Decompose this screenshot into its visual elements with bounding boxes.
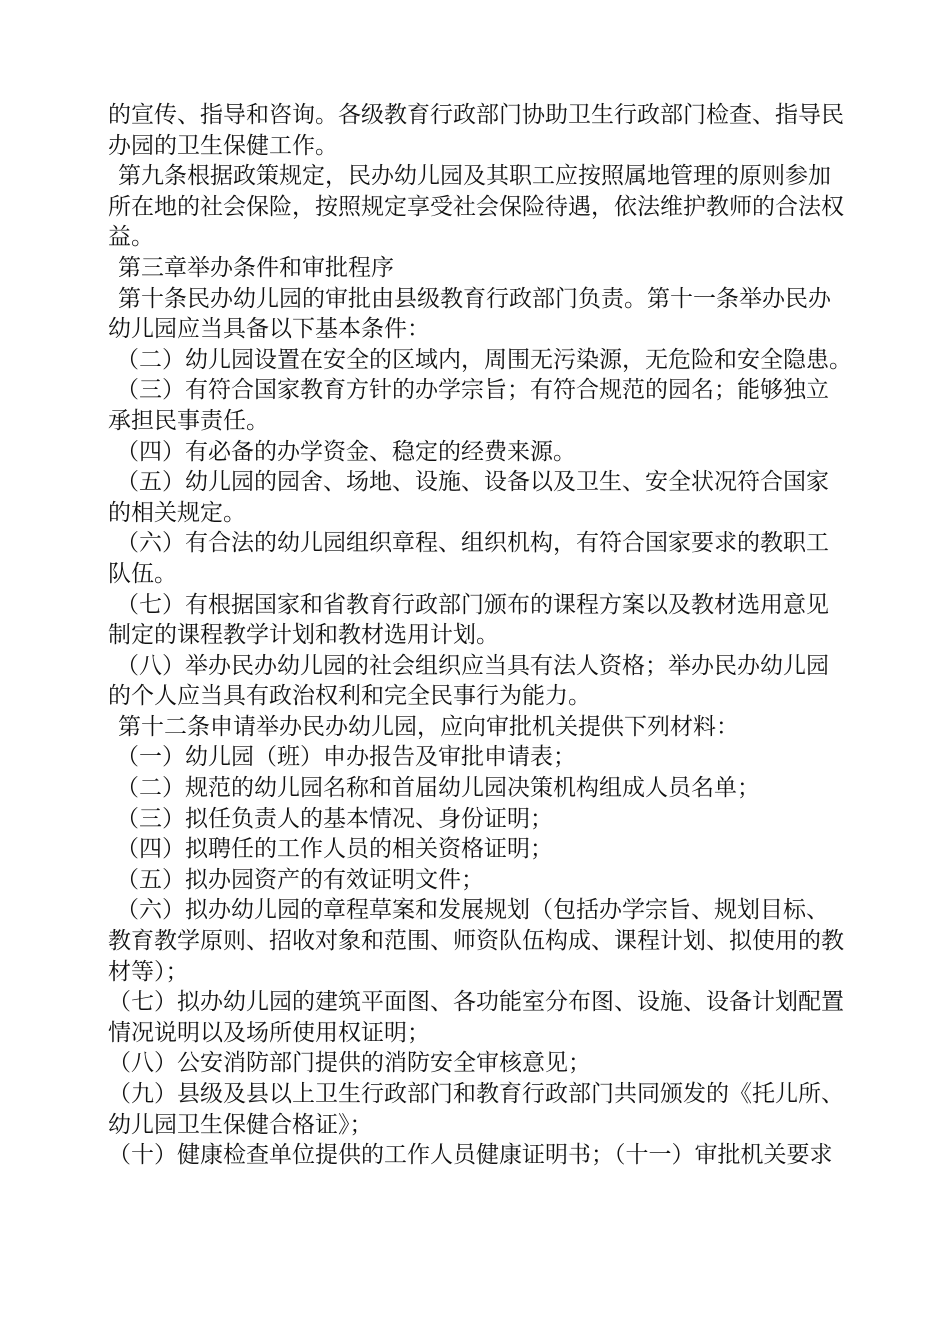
text-line: 幼儿园卫生保健合格证》； — [108, 1111, 373, 1138]
text-line: 幼儿园应当具备以下基本条件： — [108, 316, 430, 343]
list-item: （五）拟办园资产的有效证明文件； — [116, 866, 484, 893]
list-item: （十）健康检查单位提供的工作人员健康证明书；（十一）审批机关要求 — [108, 1142, 833, 1169]
text-line: 的个人应当具有政治权利和完全民事行为能力。 — [108, 683, 591, 710]
article-9: 第九条根据政策规定，民办幼儿园及其职工应按照属地管理的原则参加 — [118, 163, 831, 190]
text-line: 情况说明以及场所使用权证明； — [108, 1019, 430, 1046]
list-item: （四）拟聘任的工作人员的相关资格证明； — [116, 836, 553, 863]
text-line: 制定的课程教学计划和教材选用计划。 — [108, 622, 499, 649]
text-line: 的相关规定。 — [108, 499, 246, 526]
text-line: 的宣传、指导和咨询。各级教育行政部门协助卫生行政部门检查、指导民 — [108, 102, 844, 128]
list-item: （七）有根据国家和省教育行政部门颁布的课程方案以及教材选用意见 — [116, 591, 829, 618]
list-item: （二）幼儿园设置在安全的区域内，周围无污染源，无危险和安全隐患。 — [116, 346, 852, 373]
list-item: （九）县级及县以上卫生行政部门和教育行政部门共同颁发的《托儿所、 — [108, 1081, 844, 1107]
list-item: （六）拟办幼儿园的章程草案和发展规划（包括办学宗旨、规划目标、 — [116, 897, 829, 924]
list-item: （六）有合法的幼儿园组织章程、组织机构，有符合国家要求的教职工 — [116, 530, 829, 557]
text-line: 队伍。 — [108, 560, 177, 587]
list-item: （一）幼儿园（班）申办报告及审批申请表； — [116, 744, 576, 771]
article-10: 第十条民办幼儿园的审批由县级教育行政部门负责。第十一条举办民办 — [118, 285, 831, 312]
list-item: （四）有必备的办学资金、稳定的经费来源。 — [116, 438, 576, 465]
text-line: 所在地的社会保险，按照规定享受社会保险待遇，依法维护教师的合法权 — [108, 193, 844, 220]
list-item: （二）规范的幼儿园名称和首届幼儿园决策机构组成人员名单； — [116, 775, 760, 802]
text-line: 益。 — [108, 224, 154, 251]
text-line: 承担民事责任。 — [108, 407, 269, 434]
article-12: 第十二条申请举办民办幼儿园，应向审批机关提供下列材料： — [118, 713, 739, 740]
chapter-heading: 第三章举办条件和审批程序 — [118, 254, 394, 281]
list-item: （三）拟任负责人的基本情况、身份证明； — [116, 805, 553, 832]
list-item: （八）公安消防部门提供的消防安全审核意见； — [108, 1050, 591, 1077]
document-body — [108, 100, 868, 1171]
list-item: （八）举办民办幼儿园的社会组织应当具有法人资格；举办民办幼儿园 — [116, 652, 829, 679]
list-item: （三）有符合国家教育方针的办学宗旨；有符合规范的园名；能够独立 — [116, 377, 829, 404]
list-item: （七）拟办幼儿园的建筑平面图、各功能室分布图、设施、设备计划配置 — [108, 989, 844, 1016]
list-item: （五）幼儿园的园舍、场地、设施、设备以及卫生、安全状况符合国家 — [116, 469, 829, 496]
text-line: 办园的卫生保健工作。 — [108, 132, 338, 159]
text-line: 教育教学原则、招收对象和范围、师资队伍构成、课程计划、拟使用的教 — [108, 928, 844, 955]
text-line: 材等）； — [108, 958, 189, 985]
